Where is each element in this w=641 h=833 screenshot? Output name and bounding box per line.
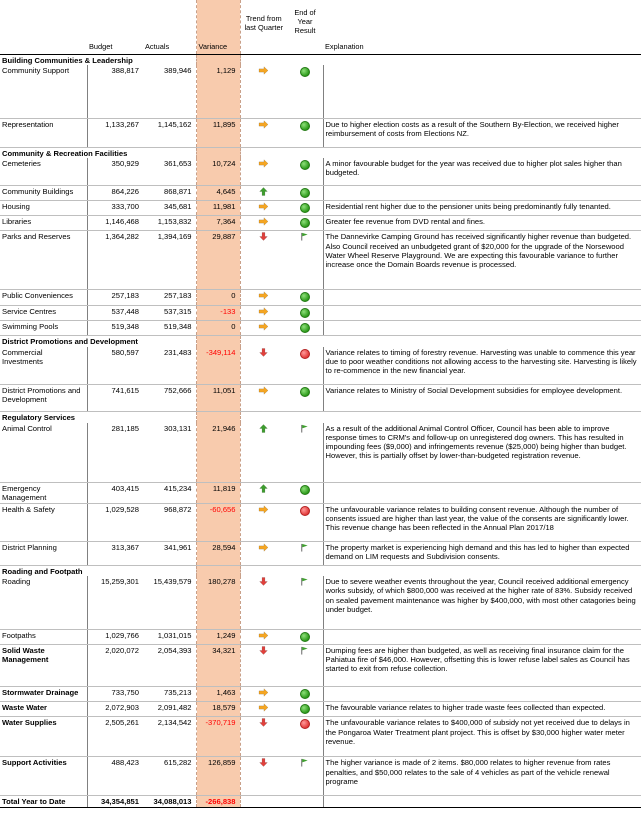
activity-name: Community Buildings xyxy=(0,185,87,200)
green-flag-icon xyxy=(300,543,309,552)
activity-name: Water Supplies xyxy=(0,717,87,757)
green-dot-icon xyxy=(300,704,310,714)
actuals-value: 257,183 xyxy=(143,290,196,305)
green-dot-icon xyxy=(300,188,310,198)
eoy-result-cell xyxy=(287,290,323,305)
budget-value: 281,185 xyxy=(87,423,143,483)
eoy-result-cell xyxy=(287,757,323,796)
section-trend-cell xyxy=(240,147,287,158)
actuals-value: 361,653 xyxy=(143,158,196,185)
green-dot-icon xyxy=(300,121,310,131)
right-arrow-icon xyxy=(258,120,269,129)
activity-name: Health & Safety xyxy=(0,503,87,541)
actuals-value: 2,091,482 xyxy=(143,702,196,717)
actuals-value: 389,946 xyxy=(143,65,196,118)
green-flag-icon xyxy=(300,424,309,433)
section-explanation-cell xyxy=(323,54,641,65)
eoy-result-cell xyxy=(287,158,323,185)
section-title: Regulatory Services xyxy=(2,413,76,422)
explanation-text: The favourable variance relates to higher trade waste fees collected than expected. xyxy=(323,702,641,717)
table-row xyxy=(0,686,641,701)
eoy-result-cell xyxy=(287,320,323,335)
section-header-row xyxy=(0,147,641,158)
down-arrow-icon xyxy=(258,718,269,727)
right-arrow-icon xyxy=(258,159,269,168)
section-eoy-cell xyxy=(287,54,323,65)
explanation-text: A minor favourable budget for the year was received due to higher plot sales higher than budgeted. xyxy=(323,158,641,185)
green-dot-icon xyxy=(300,689,310,699)
variance-value: 1,129 xyxy=(196,65,240,118)
variance-value: 0 xyxy=(196,290,240,305)
budget-value: 2,505,261 xyxy=(87,717,143,757)
actuals-value: 303,131 xyxy=(143,423,196,483)
trend-cell xyxy=(240,231,287,290)
section-budget-cell xyxy=(87,412,143,423)
eoy-result-cell xyxy=(287,503,323,541)
activity-name: Parks and Reserves xyxy=(0,231,87,290)
budget-value: 2,020,072 xyxy=(87,644,143,686)
header-activity xyxy=(0,0,87,54)
right-arrow-icon xyxy=(258,322,269,331)
table-row xyxy=(0,65,641,118)
eoy-result-cell xyxy=(287,686,323,701)
budget-value: 313,367 xyxy=(87,541,143,565)
section-trend-cell xyxy=(240,336,287,347)
budget-value: 733,750 xyxy=(87,686,143,701)
down-arrow-icon xyxy=(258,577,269,586)
section-variance-cell xyxy=(196,336,240,347)
table-row xyxy=(0,644,641,686)
section-variance-cell xyxy=(196,565,240,576)
table-row xyxy=(0,423,641,483)
explanation-text: Variance relates to Ministry of Social Development subsidies for employee development. xyxy=(323,385,641,412)
trend-cell xyxy=(240,629,287,644)
explanation-text: Greater fee revenue from DVD rental and fines. xyxy=(323,216,641,231)
variance-value: 11,051 xyxy=(196,385,240,412)
green-flag-icon xyxy=(300,577,309,586)
eoy-result-cell xyxy=(287,185,323,200)
right-arrow-icon xyxy=(258,386,269,395)
trend-cell xyxy=(240,65,287,118)
table-row xyxy=(0,216,641,231)
variance-value: -370,719 xyxy=(196,717,240,757)
green-dot-icon xyxy=(300,308,310,318)
activity-name: District Planning xyxy=(0,541,87,565)
green-flag-icon xyxy=(300,758,309,767)
section-title: Building Communities & Leadership xyxy=(2,55,133,65)
explanation-text: As a result of the additional Animal Control Officer, Council has been able to improve response times to CRM's and follow-up on unregistered dog owners. This has resulted in impounding fees ($9,000) and infringements revenue ($25,000) being higher than budget. However, this is partially offset by lower-than-budgeted registration revenue. xyxy=(323,423,641,483)
actuals-value: 2,054,393 xyxy=(143,644,196,686)
budget-value: 1,146,468 xyxy=(87,216,143,231)
eoy-result-cell xyxy=(287,347,323,385)
explanation-text xyxy=(323,483,641,504)
budget-value: 350,929 xyxy=(87,158,143,185)
table-row xyxy=(0,541,641,565)
section-header-row xyxy=(0,336,641,347)
actuals-value: 415,234 xyxy=(143,483,196,504)
budget-value: 1,029,766 xyxy=(87,629,143,644)
trend-cell xyxy=(240,757,287,796)
eoy-result-cell xyxy=(287,576,323,629)
actuals-value: 1,145,162 xyxy=(143,118,196,147)
variance-value: 28,594 xyxy=(196,541,240,565)
trend-cell xyxy=(240,305,287,320)
section-actuals-cell xyxy=(143,565,196,576)
section-explanation-cell xyxy=(323,336,641,347)
trend-cell xyxy=(240,347,287,385)
down-arrow-icon xyxy=(258,232,269,241)
green-flag-icon xyxy=(300,232,309,241)
variance-value: 4,645 xyxy=(196,185,240,200)
section-title: Roading and Footpath xyxy=(2,566,83,576)
explanation-text: Due to higher election costs as a result of the Southern By-Election, we received higher reimbursement of costs from Elections NZ. xyxy=(323,118,641,147)
section-header-row xyxy=(0,54,641,65)
variance-value: 1,463 xyxy=(196,686,240,701)
eoy-result-cell xyxy=(287,483,323,504)
activity-name: Public Conveniences xyxy=(0,290,87,305)
header-eoy: End of Year Result xyxy=(287,0,323,54)
explanation-text xyxy=(323,796,641,808)
eoy-result-cell xyxy=(287,702,323,717)
table-row xyxy=(0,629,641,644)
variance-value: 29,887 xyxy=(196,231,240,290)
trend-cell xyxy=(240,385,287,412)
activity-name: Animal Control xyxy=(0,423,87,483)
section-actuals-cell xyxy=(143,54,196,65)
budget-value: 403,415 xyxy=(87,483,143,504)
right-arrow-icon xyxy=(258,543,269,552)
trend-cell xyxy=(240,717,287,757)
section-eoy-cell xyxy=(287,565,323,576)
total-row xyxy=(0,796,641,808)
actuals-value: 968,872 xyxy=(143,503,196,541)
table-row xyxy=(0,717,641,757)
actuals-value: 537,315 xyxy=(143,305,196,320)
trend-cell xyxy=(240,118,287,147)
down-arrow-icon xyxy=(258,646,269,655)
explanation-text xyxy=(323,305,641,320)
activity-name: Libraries xyxy=(0,216,87,231)
activity-name: Emergency Management xyxy=(0,483,87,504)
variance-value: 34,321 xyxy=(196,644,240,686)
trend-cell xyxy=(240,644,287,686)
budget-value: 519,348 xyxy=(87,320,143,335)
table-row xyxy=(0,702,641,717)
actuals-value: 1,394,169 xyxy=(143,231,196,290)
explanation-text: The property market is experiencing high demand and this has led to higher than expected demand on LIM requests and Subdivision consents. xyxy=(323,541,641,565)
green-dot-icon xyxy=(300,323,310,333)
explanation-text: The unfavourable variance relates to $400,000 of subsidy not yet received due to delays in the Pongaroa Water Treatment plant project. This is offset by $30,000 higher water meter revenue. xyxy=(323,717,641,757)
up-arrow-icon xyxy=(258,187,269,196)
header-row xyxy=(0,0,641,54)
table-row xyxy=(0,757,641,796)
budget-value: 1,029,528 xyxy=(87,503,143,541)
trend-cell xyxy=(240,423,287,483)
eoy-result-cell xyxy=(287,717,323,757)
eoy-result-cell xyxy=(287,644,323,686)
explanation-text: Due to severe weather events throughout the year, Council received additional emergency works subsidy, of which $800,000 was received at the higher rate of 83%. Subsidy received on sealed pavement maintenance was higher by $400,000, with most other catagories being under budget. xyxy=(323,576,641,629)
table-row xyxy=(0,385,641,412)
table-row xyxy=(0,200,641,215)
variance-value: 11,895 xyxy=(196,118,240,147)
activity-name: Solid Waste Management xyxy=(0,644,87,686)
explanation-text xyxy=(323,290,641,305)
table-row xyxy=(0,118,641,147)
red-dot-icon xyxy=(300,349,310,359)
eoy-result-cell xyxy=(287,629,323,644)
trend-cell xyxy=(240,702,287,717)
activity-name: Roading xyxy=(0,576,87,629)
section-actuals-cell xyxy=(143,147,196,158)
green-dot-icon xyxy=(300,203,310,213)
variance-value: 11,981 xyxy=(196,200,240,215)
actuals-value: 341,961 xyxy=(143,541,196,565)
eoy-result-cell xyxy=(287,200,323,215)
trend-cell xyxy=(240,290,287,305)
section-eoy-cell xyxy=(287,412,323,423)
budget-value: 488,423 xyxy=(87,757,143,796)
explanation-text: Variance relates to timing of forestry revenue. Harvesting was unable to commence this year due to poor weather conditions not allowing access to the harvesting site. Harvesting is likely to re-commence in the new financial year. xyxy=(323,347,641,385)
section-trend-cell xyxy=(240,54,287,65)
actuals-value: 231,483 xyxy=(143,347,196,385)
table-row xyxy=(0,231,641,290)
section-actuals-cell xyxy=(143,412,196,423)
table-row xyxy=(0,503,641,541)
green-flag-icon xyxy=(300,646,309,655)
actuals-value: 1,153,832 xyxy=(143,216,196,231)
table-row xyxy=(0,483,641,504)
actuals-value: 615,282 xyxy=(143,757,196,796)
activity-name: Waste Water xyxy=(0,702,87,717)
trend-cell xyxy=(240,483,287,504)
activity-name: Support Activities xyxy=(0,757,87,796)
activity-name: Total Year to Date xyxy=(0,796,87,808)
trend-cell xyxy=(240,185,287,200)
actuals-value: 735,213 xyxy=(143,686,196,701)
eoy-result-cell xyxy=(287,385,323,412)
variance-value: -266,838 xyxy=(196,796,240,808)
variance-value: -349,114 xyxy=(196,347,240,385)
eoy-result-cell xyxy=(287,305,323,320)
green-dot-icon xyxy=(300,632,310,642)
trend-cell xyxy=(240,503,287,541)
section-variance-cell xyxy=(196,54,240,65)
explanation-text xyxy=(323,686,641,701)
budget-value: 2,072,903 xyxy=(87,702,143,717)
right-arrow-icon xyxy=(258,703,269,712)
activity-name: Representation xyxy=(0,118,87,147)
eoy-result-cell xyxy=(287,423,323,483)
variance-value: 10,724 xyxy=(196,158,240,185)
table-row xyxy=(0,185,641,200)
variance-value: 18,579 xyxy=(196,702,240,717)
up-arrow-icon xyxy=(258,484,269,493)
section-variance-cell xyxy=(196,147,240,158)
explanation-text xyxy=(323,65,641,118)
header-budget: Budget xyxy=(87,0,143,54)
activity-name: Housing xyxy=(0,200,87,215)
activity-name: District Promotions and Development xyxy=(0,385,87,412)
explanation-text: Residential rent higher due to the pensioner units being predominantly fully tenanted. xyxy=(323,200,641,215)
right-arrow-icon xyxy=(258,217,269,226)
down-arrow-icon xyxy=(258,758,269,767)
explanation-text xyxy=(323,629,641,644)
variance-value: 126,859 xyxy=(196,757,240,796)
red-dot-icon xyxy=(300,506,310,516)
table-row xyxy=(0,576,641,629)
activity-name: Cemeteries xyxy=(0,158,87,185)
header-trend: Trend from last Quarter xyxy=(240,0,287,54)
right-arrow-icon xyxy=(258,688,269,697)
trend-cell xyxy=(240,216,287,231)
activity-name: Community Support xyxy=(0,65,87,118)
actuals-value: 868,871 xyxy=(143,185,196,200)
green-dot-icon xyxy=(300,160,310,170)
actuals-value: 519,348 xyxy=(143,320,196,335)
activity-name: Stormwater Drainage xyxy=(0,686,87,701)
variance-value: 0 xyxy=(196,320,240,335)
explanation-text: The Dannevirke Camping Ground has received significantly higher revenue than budgeted. Also Council received an unbudgeted grant of $20,000 for the upgrade of the Norsewood Water Wheel Reserve Playground. We are expecting this favourable variance to further increase once the Domain Boards revenue is processed. xyxy=(323,231,641,290)
explanation-text: Dumping fees are higher than budgeted, as well as receiving final insurance claim for the Pahiatua fire of $46,000. However, offsetting this is lower refuse label sales as Council has started to exit from refuse collection. xyxy=(323,644,641,686)
header-explanation: Explanation xyxy=(323,0,641,54)
trend-cell xyxy=(240,320,287,335)
header-variance: Variance xyxy=(196,0,240,54)
actuals-value: 752,666 xyxy=(143,385,196,412)
right-arrow-icon xyxy=(258,66,269,75)
budget-value: 34,354,851 xyxy=(87,796,143,808)
green-dot-icon xyxy=(300,218,310,228)
variance-value: -60,656 xyxy=(196,503,240,541)
variance-value: -133 xyxy=(196,305,240,320)
section-title: District Promotions and Development xyxy=(2,337,138,346)
activity-name: Commercial Investments xyxy=(0,347,87,385)
actuals-value: 34,088,013 xyxy=(143,796,196,808)
budget-value: 1,133,267 xyxy=(87,118,143,147)
variance-value: 11,819 xyxy=(196,483,240,504)
activity-name: Footpaths xyxy=(0,629,87,644)
table-body xyxy=(0,54,641,808)
table-row xyxy=(0,347,641,385)
section-explanation-cell xyxy=(323,412,641,423)
actuals-value: 2,134,542 xyxy=(143,717,196,757)
section-explanation-cell xyxy=(323,147,641,158)
section-header-row xyxy=(0,565,641,576)
variance-value: 1,249 xyxy=(196,629,240,644)
right-arrow-icon xyxy=(258,631,269,640)
variance-value: 7,364 xyxy=(196,216,240,231)
trend-cell xyxy=(240,158,287,185)
variance-value: 180,278 xyxy=(196,576,240,629)
eoy-result-cell xyxy=(287,796,323,808)
green-dot-icon xyxy=(300,387,310,397)
budget-value: 580,597 xyxy=(87,347,143,385)
explanation-text xyxy=(323,320,641,335)
green-dot-icon xyxy=(300,292,310,302)
explanation-text xyxy=(323,185,641,200)
budget-value: 537,448 xyxy=(87,305,143,320)
actuals-value: 345,681 xyxy=(143,200,196,215)
activity-name: Swimming Pools xyxy=(0,320,87,335)
eoy-result-cell xyxy=(287,65,323,118)
green-dot-icon xyxy=(300,67,310,77)
section-eoy-cell xyxy=(287,336,323,347)
right-arrow-icon xyxy=(258,291,269,300)
budget-value: 257,183 xyxy=(87,290,143,305)
trend-cell xyxy=(240,576,287,629)
actuals-value: 15,439,579 xyxy=(143,576,196,629)
eoy-result-cell xyxy=(287,216,323,231)
table-row xyxy=(0,158,641,185)
table-row xyxy=(0,320,641,335)
green-dot-icon xyxy=(300,485,310,495)
section-header-row xyxy=(0,412,641,423)
red-dot-icon xyxy=(300,719,310,729)
trend-cell xyxy=(240,686,287,701)
budget-value: 864,226 xyxy=(87,185,143,200)
table-row xyxy=(0,290,641,305)
budget-value: 15,259,301 xyxy=(87,576,143,629)
section-trend-cell xyxy=(240,565,287,576)
budget-value: 333,700 xyxy=(87,200,143,215)
eoy-result-cell xyxy=(287,118,323,147)
section-actuals-cell xyxy=(143,336,196,347)
down-arrow-icon xyxy=(258,348,269,357)
actuals-value: 1,031,015 xyxy=(143,629,196,644)
right-arrow-icon xyxy=(258,307,269,316)
eoy-result-cell xyxy=(287,231,323,290)
section-eoy-cell xyxy=(287,147,323,158)
section-explanation-cell xyxy=(323,565,641,576)
right-arrow-icon xyxy=(258,202,269,211)
up-arrow-icon xyxy=(258,424,269,433)
section-budget-cell xyxy=(87,565,143,576)
trend-cell xyxy=(240,200,287,215)
header-actuals: Actuals xyxy=(143,0,196,54)
section-variance-cell xyxy=(196,412,240,423)
section-title: Community & Recreation Facilities xyxy=(2,148,128,158)
trend-cell xyxy=(240,541,287,565)
activity-name: Service Centres xyxy=(0,305,87,320)
explanation-text: The unfavourable variance relates to building consent revenue. Although the number of consents issued are higher than last year, the value of the consents are significantly lower. This revenue change has been reflected in the Annual Plan 2017/18 xyxy=(323,503,641,541)
explanation-text: The higher variance is made of 2 items. $80,000 relates to higher revenue from rates penalties, and $50,000 relates to the sale of 4 vehicles as part of the vehicle renewal programe xyxy=(323,757,641,796)
eoy-result-cell xyxy=(287,541,323,565)
variance-value: 21,946 xyxy=(196,423,240,483)
section-trend-cell xyxy=(240,412,287,423)
budget-value: 388,817 xyxy=(87,65,143,118)
budget-value: 741,615 xyxy=(87,385,143,412)
budget-value: 1,364,282 xyxy=(87,231,143,290)
trend-cell xyxy=(240,796,287,808)
table-row xyxy=(0,305,641,320)
right-arrow-icon xyxy=(258,505,269,514)
